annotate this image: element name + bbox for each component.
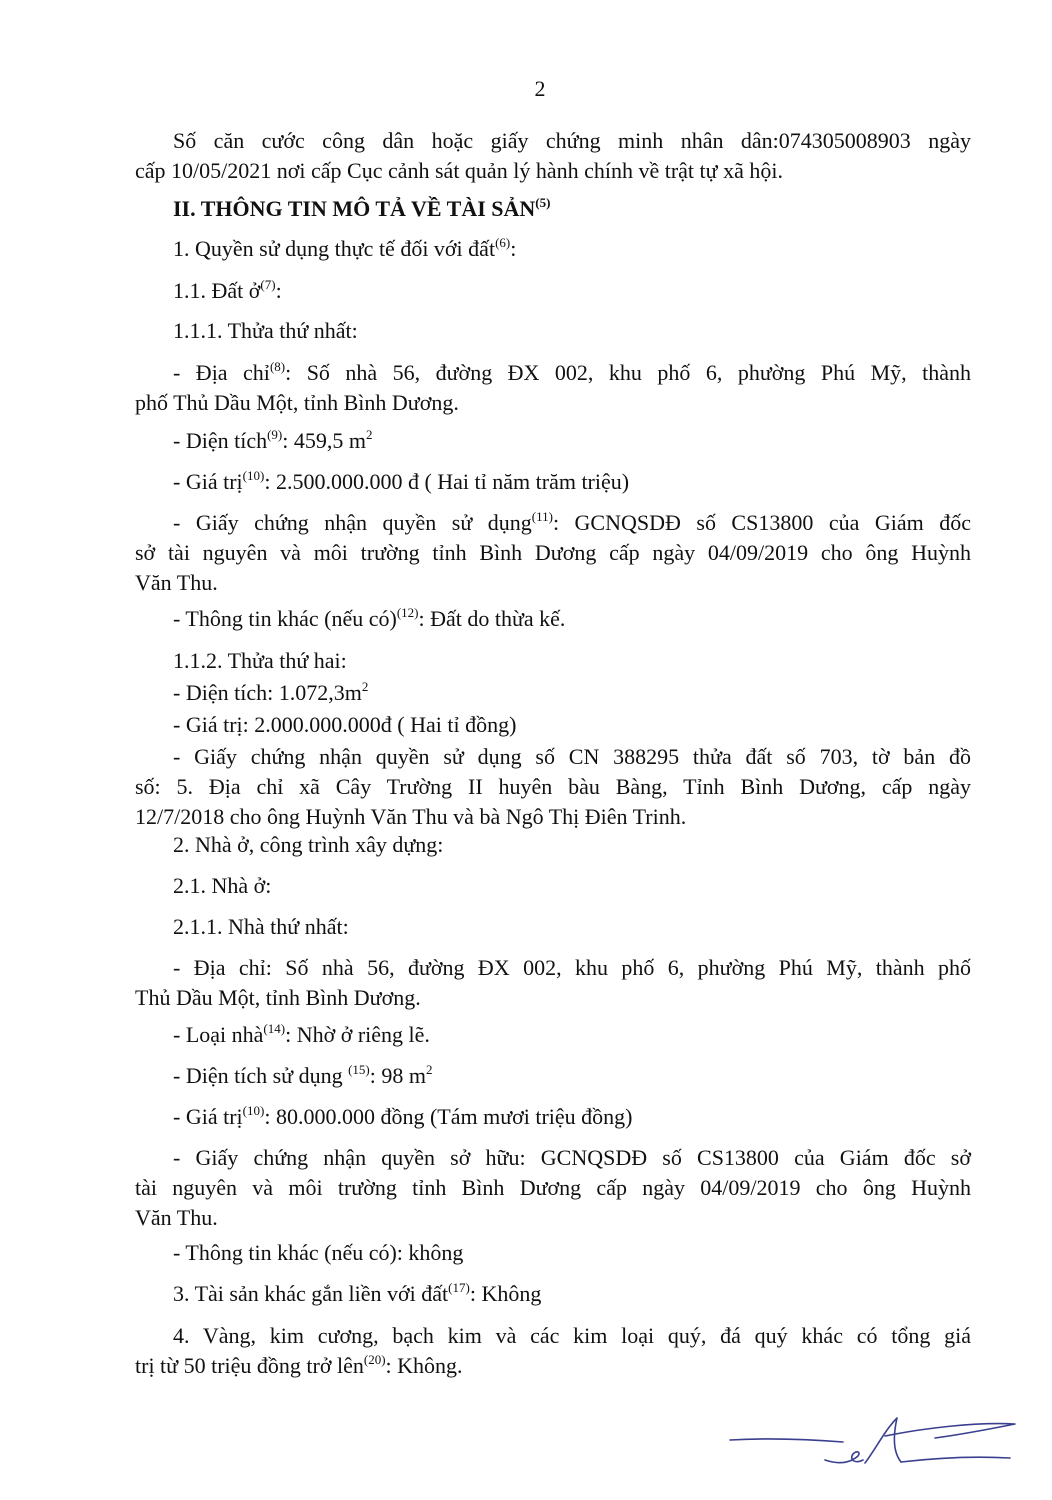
house-1-value-text: : 80.000.000 đồng (Tám mươi triệu đồng) bbox=[264, 1104, 633, 1129]
other-assets-label: 3. Tài sản khác gắn liền với đất bbox=[173, 1281, 449, 1306]
valuables-line-2-post: : Không. bbox=[385, 1353, 463, 1378]
residential-land-heading bbox=[135, 276, 971, 306]
house-1-type-label: - Loại nhà bbox=[173, 1022, 264, 1047]
residential-land-tail: : bbox=[275, 278, 282, 303]
houses-heading-text: 2. Nhà ở, công trình xây dựng: bbox=[173, 832, 444, 857]
plot-1-area-value: : 459,5 m bbox=[282, 428, 366, 453]
house-1-area-note: (15) bbox=[348, 1062, 370, 1077]
house-1-value-note: (10) bbox=[242, 1103, 265, 1118]
plot-1-cert-label: - Giấy chứng nhận quyền sử dụng bbox=[173, 510, 532, 535]
plot-1-address-line-2: phố Thủ Dầu Một, tỉnh Bình Dương. bbox=[135, 390, 459, 415]
other-assets-text: : Không bbox=[469, 1281, 542, 1306]
plot-1-value bbox=[135, 467, 971, 497]
house-1-heading-text: 2.1.1. Nhà thứ nhất: bbox=[173, 914, 349, 939]
valuables bbox=[135, 1321, 971, 1381]
house-1-address-line-1: - Địa chỉ: Số nhà 56, đường ĐX 002, khu phố 6, phường Phú Mỹ, thành phố bbox=[173, 955, 971, 980]
handwritten-signature bbox=[725, 1408, 1025, 1488]
land-heading-tail: : bbox=[510, 236, 517, 261]
citizen-id-paragraph bbox=[135, 126, 971, 186]
other-assets bbox=[135, 1279, 971, 1309]
plot-1-other-note: (12) bbox=[396, 605, 419, 620]
house-1-address-line-2: Thủ Dầu Một, tỉnh Bình Dương. bbox=[135, 985, 421, 1010]
house-1-cert-line-1: - Giấy chứng nhận quyền sở hữu: GCNQSDĐ số CS13800 của Giám đốc sở bbox=[173, 1145, 971, 1170]
plot-1-value-text: : 2.500.000.000 đ ( Hai tỉ năm trăm triệu) bbox=[264, 469, 630, 494]
house-1-type-text: : Nhờ ở riêng lẽ. bbox=[285, 1022, 430, 1047]
citizen-id-line-1: Số căn cước công dân hoặc giấy chứng minh nhân dân:074305008903 ngày bbox=[173, 128, 971, 153]
section-2-title bbox=[135, 194, 971, 224]
plot-1-heading bbox=[135, 316, 971, 346]
plot-1-area-note: (9) bbox=[267, 427, 283, 442]
plot-2-cert-line-1: - Giấy chứng nhận quyền sử dụng số CN 388295 thửa đất số 703, tờ bản đồ bbox=[173, 744, 971, 769]
valuables-note: (20) bbox=[363, 1352, 386, 1367]
plot-1-value-label: - Giá trị bbox=[173, 469, 243, 494]
houses-sub-heading bbox=[135, 871, 971, 901]
house-1-cert-line-3: Văn Thu. bbox=[135, 1205, 218, 1230]
plot-1-certificate bbox=[135, 508, 971, 598]
plot-2-cert-line-3: 12/7/2018 cho ông Huỳnh Văn Thu và bà Ngô Thị Điên Trinh. bbox=[135, 804, 687, 829]
signature-stroke-4 bbox=[885, 1424, 1015, 1438]
citizen-id-line-2: cấp 10/05/2021 nơi cấp Cục cảnh sát quản lý hành chính về trật tự xã hội. bbox=[135, 158, 783, 183]
other-assets-note: (17) bbox=[448, 1280, 470, 1295]
plot-1-cert-line-1: : GCNQSDĐ số CS13800 của Giám đốc bbox=[552, 510, 971, 535]
plot-1-cert-note: (11) bbox=[531, 509, 553, 524]
residential-land-note: (7) bbox=[260, 277, 276, 292]
plot-1-other-info bbox=[135, 604, 971, 634]
plot-1-address-note: (8) bbox=[269, 359, 286, 374]
house-1-other-text: - Thông tin khác (nếu có): không bbox=[173, 1240, 464, 1265]
house-1-value-label: - Giá trị bbox=[173, 1104, 243, 1129]
signature-stroke-5 bbox=[901, 1457, 1010, 1462]
plot-1-address bbox=[135, 358, 971, 418]
plot-1-cert-line-2: sở tài nguyên và môi trường tỉnh Bình Dương cấp ngày 04/09/2019 cho ông Huỳnh bbox=[135, 540, 971, 565]
house-1-certificate bbox=[135, 1143, 971, 1233]
section-2-title-text: II. THÔNG TIN MÔ TẢ VỀ TÀI SẢN bbox=[173, 196, 536, 221]
valuables-line-1: 4. Vàng, kim cương, bạch kim và các kim loại quý, đá quý khác có tổng giá bbox=[173, 1323, 971, 1348]
signature-stroke-3 bbox=[865, 1418, 901, 1463]
plot-1-other-label: - Thông tin khác (nếu có) bbox=[173, 606, 397, 631]
house-1-area-value: : 98 m bbox=[369, 1063, 426, 1088]
plot-1-area-unit-sup: 2 bbox=[366, 427, 373, 442]
house-1-address bbox=[135, 953, 971, 1013]
plot-2-area-unit-sup: 2 bbox=[361, 679, 369, 694]
page-number: 2 bbox=[534, 76, 546, 101]
houses-sub-heading-text: 2.1. Nhà ở: bbox=[173, 873, 272, 898]
house-1-area-unit-sup: 2 bbox=[425, 1062, 433, 1077]
house-1-other-info bbox=[135, 1238, 971, 1268]
plot-2-value: - Giá trị: 2.000.000.000đ ( Hai tỉ đồng) bbox=[173, 712, 517, 737]
signature-stroke-2 bbox=[825, 1452, 863, 1463]
section-2-title-note: (5) bbox=[535, 195, 551, 210]
house-1-area bbox=[135, 1061, 971, 1091]
land-heading-note: (6) bbox=[495, 235, 511, 250]
plot-1-value-note: (10) bbox=[242, 468, 265, 483]
house-1-area-label: - Diện tích sử dụng bbox=[173, 1063, 349, 1088]
house-1-type-note: (14) bbox=[263, 1021, 286, 1036]
plot-1-other-text: : Đất do thừa kế. bbox=[418, 606, 566, 631]
signature-stroke-1 bbox=[730, 1439, 843, 1442]
houses-heading bbox=[135, 830, 971, 860]
residential-land-text: 1.1. Đất ở bbox=[173, 278, 261, 303]
plot-2-cert-line-2: số: 5. Địa chỉ xã Cây Trường II huyên bàu Bàng, Tỉnh Bình Dương, cấp ngày bbox=[135, 774, 971, 799]
land-heading bbox=[135, 234, 971, 264]
plot-2 bbox=[135, 646, 971, 832]
house-1-value bbox=[135, 1102, 971, 1132]
house-1-cert-line-2: tài nguyên và môi trường tỉnh Bình Dương cấp ngày 04/09/2019 cho ông Huỳnh bbox=[135, 1175, 971, 1200]
plot-1-address-label: - Địa chỉ bbox=[173, 360, 270, 385]
valuables-line-2-pre: trị từ 50 triệu đồng trở lên bbox=[135, 1353, 364, 1378]
plot-1-address-line-1: : Số nhà 56, đường ĐX 002, khu phố 6, phường Phú Mỹ, thành bbox=[285, 360, 972, 385]
plot-1-cert-line-3: Văn Thu. bbox=[135, 570, 218, 595]
house-1-heading bbox=[135, 912, 971, 942]
plot-2-heading: 1.1.2. Thửa thứ hai: bbox=[173, 648, 347, 673]
house-1-type bbox=[135, 1020, 971, 1050]
plot-1-area bbox=[135, 426, 971, 456]
plot-1-area-label: - Diện tích bbox=[173, 428, 268, 453]
plot-2-area: - Diện tích: 1.072,3m bbox=[173, 680, 362, 705]
plot-1-heading-text: 1.1.1. Thửa thứ nhất: bbox=[173, 318, 358, 343]
land-heading-text: 1. Quyền sử dụng thực tế đối với đất bbox=[173, 236, 496, 261]
